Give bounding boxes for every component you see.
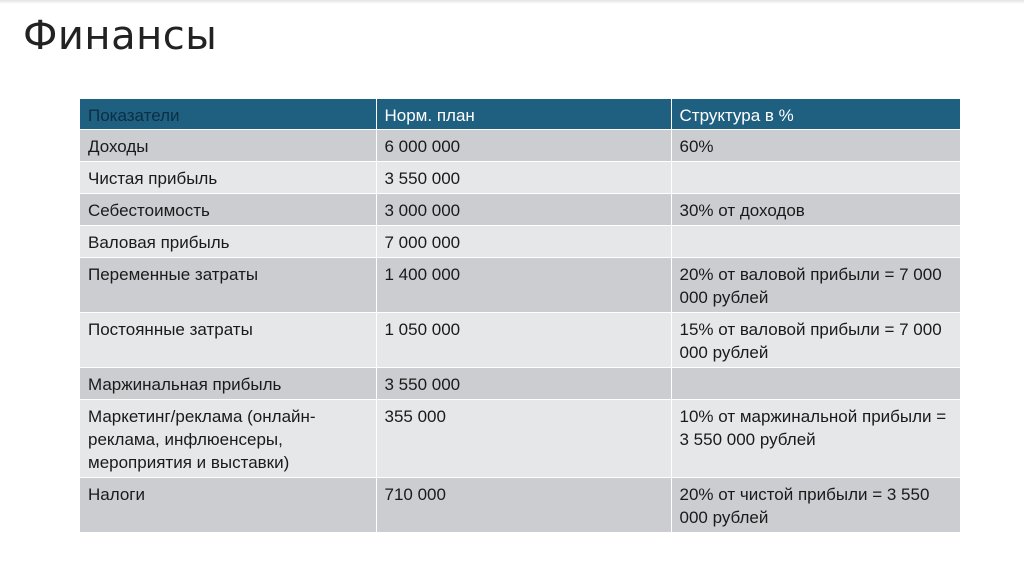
structure-cell	[671, 162, 960, 194]
structure-cell: 15% от валовой прибыли = 7 000 000 рублей	[671, 313, 960, 368]
structure-cell	[671, 226, 960, 258]
table-row	[80, 162, 960, 194]
finance-table	[80, 99, 960, 532]
plan-cell: 1 050 000	[376, 313, 671, 368]
structure-cell: 60%	[671, 130, 960, 162]
table-row	[80, 226, 960, 258]
table-row	[80, 400, 960, 478]
plan-cell: 7 000 000	[376, 226, 671, 258]
indicator-cell: Переменные затраты	[80, 258, 376, 313]
indicator-cell: Маржинальная прибыль	[80, 368, 376, 400]
structure-cell: 20% от валовой прибыли = 7 000 000 рублей	[671, 258, 960, 313]
table-row	[80, 194, 960, 226]
table-row	[80, 368, 960, 400]
plan-cell: 355 000	[376, 400, 671, 478]
indicator-cell: Постоянные затраты	[80, 313, 376, 368]
structure-cell: 10% от маржинальной прибыли = 3 550 000 рублей	[671, 400, 960, 478]
slide-top-edge	[0, 0, 1024, 4]
indicator-cell: Себестоимость	[80, 194, 376, 226]
header-plan: Норм. план	[376, 99, 671, 130]
indicator-cell: Налоги	[80, 478, 376, 533]
structure-cell	[671, 368, 960, 400]
indicator-cell: Доходы	[80, 130, 376, 162]
table-row	[80, 313, 960, 368]
slide-title: Финансы	[23, 13, 218, 59]
plan-cell: 1 400 000	[376, 258, 671, 313]
table-row	[80, 478, 960, 533]
header-structure: Структура в %	[671, 99, 960, 130]
indicator-cell: Валовая прибыль	[80, 226, 376, 258]
plan-cell: 3 000 000	[376, 194, 671, 226]
indicator-cell: Чистая прибыль	[80, 162, 376, 194]
table-header-row	[80, 99, 960, 130]
structure-cell: 30% от доходов	[671, 194, 960, 226]
plan-cell: 3 550 000	[376, 162, 671, 194]
indicator-cell: Маркетинг/реклама (онлайн-реклама, инфлюенсеры, мероприятия и выставки)	[80, 400, 376, 478]
header-indicators: Показатели	[80, 99, 376, 130]
plan-cell: 3 550 000	[376, 368, 671, 400]
table-row	[80, 130, 960, 162]
plan-cell: 6 000 000	[376, 130, 671, 162]
plan-cell: 710 000	[376, 478, 671, 533]
structure-cell: 20% от чистой прибыли = 3 550 000 рублей	[671, 478, 960, 533]
table-row	[80, 258, 960, 313]
